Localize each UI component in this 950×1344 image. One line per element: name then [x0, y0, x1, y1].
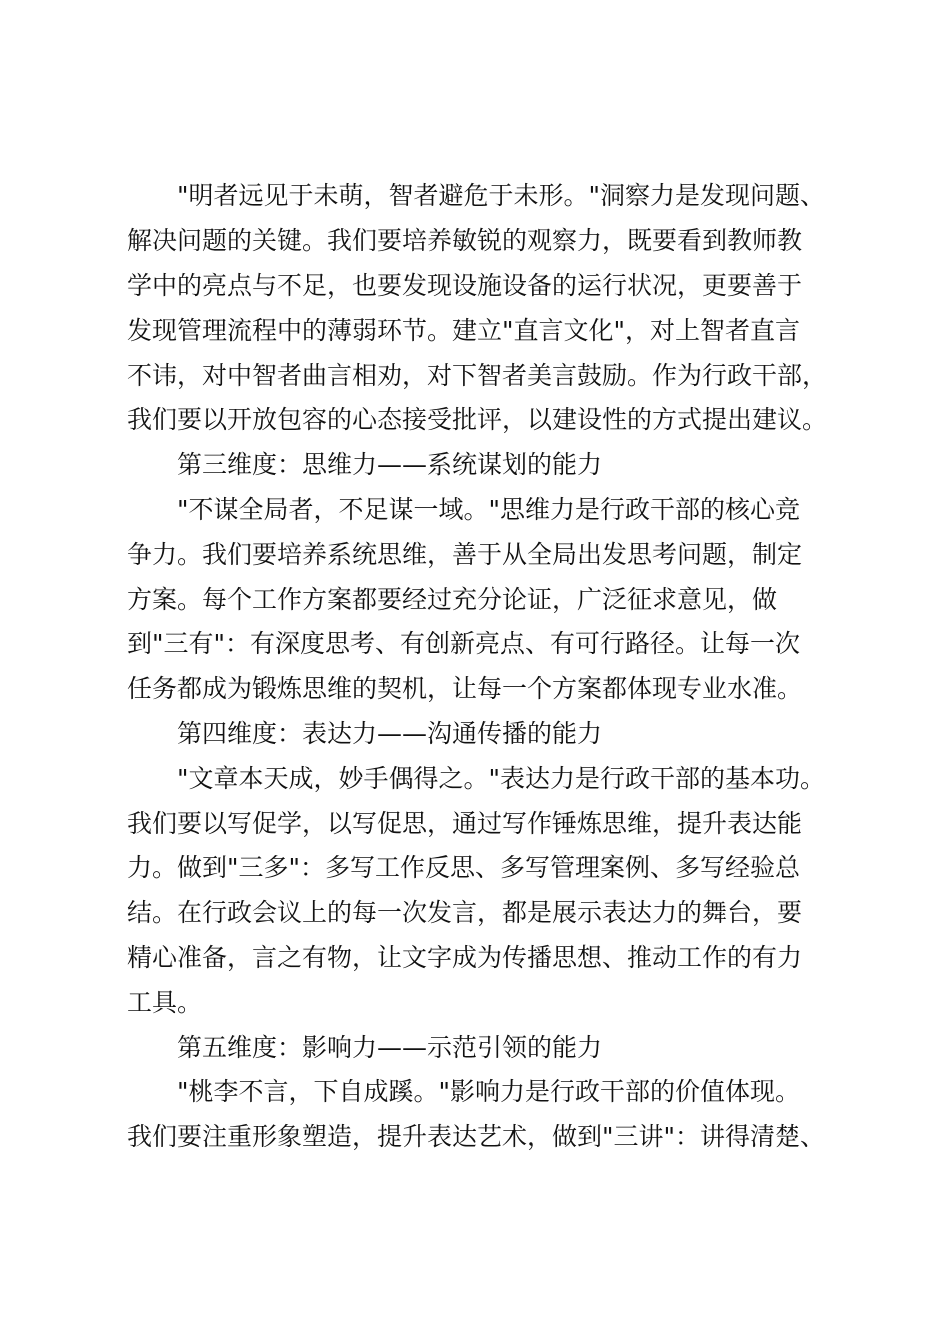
paragraph-line: "不谋全局者，不足谋一域。"思维力是行政干部的核心竞	[177, 495, 801, 524]
paragraph-line: 结。在行政会议上的每一次发言，都是展示表达力的舞台，要	[127, 898, 803, 927]
paragraph-line: 不讳，对中智者曲言相劝，对下智者美言鼓励。作为行政干部，	[127, 361, 828, 390]
paragraph-line: 力。做到"三多"：多写工作反思、多写管理案例、多写经验总	[127, 853, 801, 882]
paragraph-line: 发现管理流程中的薄弱环节。建立"直言文化"，对上智者直言	[127, 316, 801, 345]
paragraph-line: "文章本天成，妙手偶得之。"表达力是行政干部的基本功。	[177, 764, 826, 793]
paragraph-line: 我们要注重形象塑造，提升表达艺术，做到"三讲"：讲得清楚、	[127, 1122, 826, 1151]
paragraph-line: 任务都成为锻炼思维的契机，让每一个方案都体现专业水准。	[127, 674, 803, 703]
paragraph-line: 解决问题的关键。我们要培养敏锐的观察力，既要看到教师教	[127, 226, 803, 255]
paragraph-line: 工具。	[127, 988, 203, 1017]
paragraph-line: 争力。我们要培养系统思维，善于从全局出发思考问题，制定	[127, 540, 803, 569]
paragraph-line: 我们要以写促学，以写促思，通过写作锤炼思维，提升表达能	[127, 809, 803, 838]
paragraph-line: "桃李不言，下自成蹊。"影响力是行政干部的价值体现。	[177, 1077, 801, 1106]
paragraph-line: 到"三有"：有深度思考、有创新亮点、有可行路径。让每一次	[127, 629, 801, 658]
paragraph-line: "明者远见于未萌，智者避危于未形。"洞察力是发现问题、	[177, 181, 826, 210]
paragraph-line: 方案。每个工作方案都要经过充分论证，广泛征求意见，做	[127, 585, 778, 614]
section-heading: 第三维度：思维力——系统谋划的能力	[177, 450, 603, 479]
section-heading: 第四维度：表达力——沟通传播的能力	[177, 719, 603, 748]
section-heading: 第五维度：影响力——示范引领的能力	[177, 1033, 603, 1062]
paragraph-line: 学中的亮点与不足，也要发现设施设备的运行状况，更要善于	[127, 271, 803, 300]
paragraph-line: 我们要以开放包容的心态接受批评，以建设性的方式提出建议。	[127, 405, 828, 434]
paragraph-line: 精心准备，言之有物，让文字成为传播思想、推动工作的有力	[127, 943, 803, 972]
